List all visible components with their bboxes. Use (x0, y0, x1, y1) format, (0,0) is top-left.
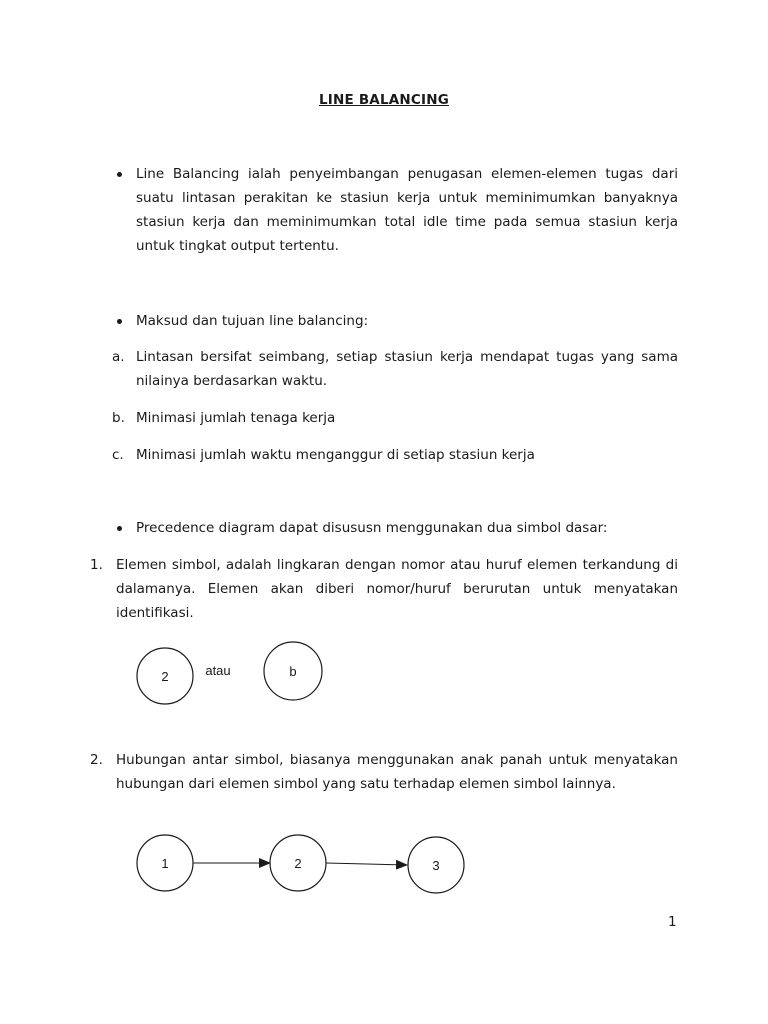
document-title: LINE BALANCING (318, 92, 450, 108)
node-label: b (289, 664, 297, 679)
list-item-1: Elemen simbol, adalah lingkaran dengan nomor atau huruf elemen terkandung di dalamanya. Elemen akan diberi nomor/huruf berurutan untuk menyatakan identifikasi. (116, 557, 678, 621)
list-item-b: Minimasi jumlah tenaga kerja (136, 410, 336, 426)
arrow-connector (326, 863, 407, 865)
node-label: 2 (294, 856, 302, 871)
node-label: 2 (161, 669, 169, 684)
list-marker-2: 2. (90, 752, 103, 768)
list-marker-c: c. (112, 447, 124, 463)
list-marker-b: b. (112, 410, 125, 426)
precedence-heading: Precedence diagram dapat disususn menggunakan dua simbol dasar: (136, 520, 608, 536)
list-item-2: Hubungan antar simbol, biasanya menggunakan anak panah untuk menyatakan hubungan dari elemen simbol yang satu terhadap elemen simbol lainnya. (116, 752, 678, 792)
page-number: 1 (668, 914, 677, 930)
definition-paragraph: Line Balancing ialah penyeimbangan penugasan elemen-elemen tugas dari suatu lintasan perakitan ke stasiun kerja untuk meminimumkan banyaknya stasiun kerja dan meminimumkan total idle time pada semua stasiun kerja untuk tingkat output tertentu. (136, 166, 678, 254)
list-item-a: Lintasan bersifat seimbang, setiap stasiun kerja mendapat tugas yang sama nilainya berdasarkan waktu. (136, 349, 678, 389)
list-item-c: Minimasi jumlah waktu menganggur di setiap stasiun kerja (136, 447, 535, 463)
purpose-heading: Maksud dan tujuan line balancing: (136, 313, 369, 329)
list-marker-a: a. (112, 349, 125, 365)
node-label: 3 (432, 858, 440, 873)
connector-label: atau (205, 663, 231, 678)
node-label: 1 (161, 856, 169, 871)
list-marker-1: 1. (90, 557, 103, 573)
